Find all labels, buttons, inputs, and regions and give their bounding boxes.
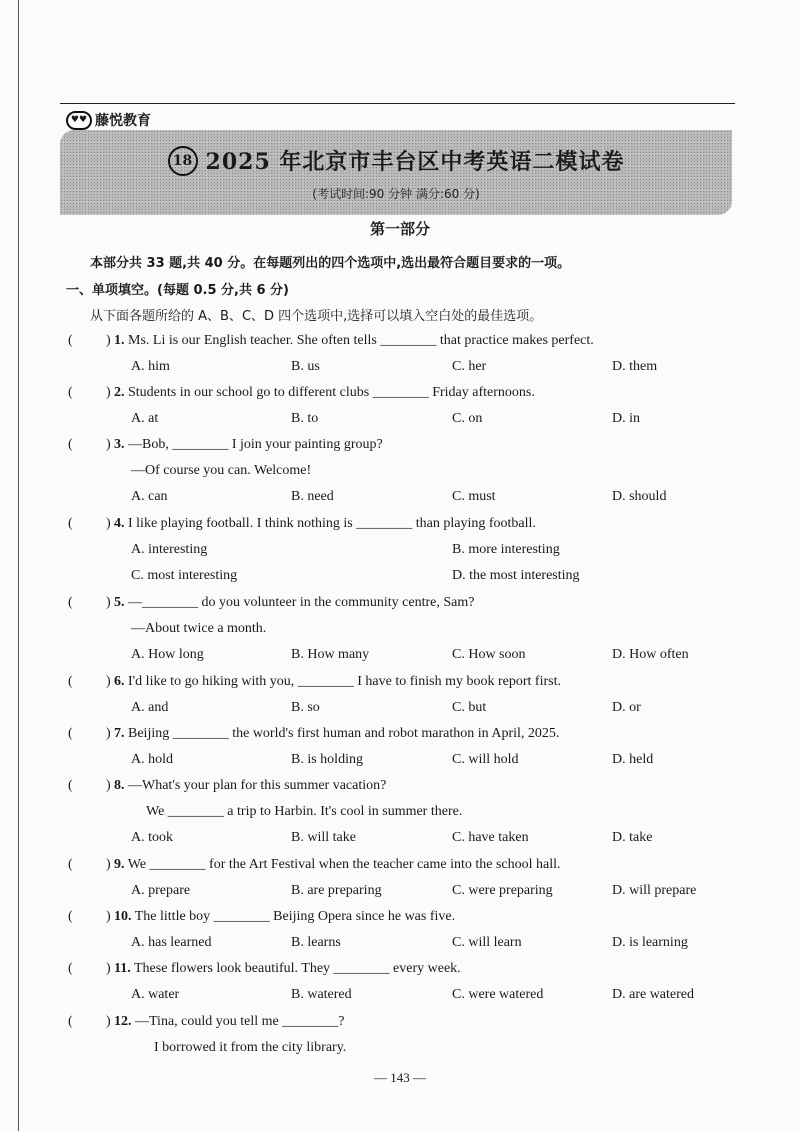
- question-text: I'd like to go hiking with you, ________ I have to finish my book report first.: [124, 674, 561, 689]
- answer-paren-open: (: [68, 437, 73, 452]
- page-number: — 143 —: [374, 1070, 426, 1085]
- part-heading: 一、单项填空。(每题 0.5 分,共 6 分): [66, 283, 289, 298]
- option-b: B. more interesting: [452, 542, 560, 557]
- option-a: A. took: [131, 830, 173, 845]
- question-stem: [114, 332, 594, 350]
- question-stem: [114, 515, 536, 533]
- answer-paren-close: ): [106, 595, 111, 610]
- option-c: C. most interesting: [131, 568, 238, 583]
- title-banner: [60, 130, 732, 215]
- option-c: C. on: [452, 411, 483, 426]
- answer-paren-open: (: [68, 909, 73, 924]
- answer-paren-open: (: [68, 333, 73, 348]
- option-d: D. take: [612, 830, 653, 845]
- question-number: 6.: [114, 674, 125, 689]
- option-d: D. will prepare: [612, 883, 697, 898]
- answer-paren-close: ): [106, 333, 111, 348]
- question-stem: [114, 777, 386, 795]
- answer-paren-close: ): [106, 857, 111, 872]
- option-b: B. us: [291, 359, 320, 374]
- answer-paren-close: ): [106, 385, 111, 400]
- answer-paren-open: (: [68, 1014, 73, 1029]
- option-a: A. him: [131, 359, 170, 374]
- answer-paren-close: ): [106, 437, 111, 452]
- answer-paren-open: (: [68, 516, 73, 531]
- option-a: A. and: [131, 700, 169, 715]
- option-b: B. need: [291, 489, 334, 504]
- option-b: B. will take: [291, 830, 356, 845]
- answer-paren-open: (: [68, 674, 73, 689]
- option-c: C. were preparing: [452, 883, 553, 898]
- option-b: B. How many: [291, 647, 370, 662]
- answer-paren-close: ): [106, 909, 111, 924]
- brand-name: 藤悦教育: [95, 113, 151, 129]
- answer-paren-close: ): [106, 1014, 111, 1029]
- question-stem: [114, 436, 383, 454]
- brand: [66, 110, 151, 130]
- option-a: A. How long: [131, 647, 204, 662]
- option-d: D. should: [612, 489, 667, 504]
- question-text: We ________ for the Art Festival when the teacher came into the school hall.: [124, 857, 561, 872]
- option-a: A. water: [131, 987, 180, 1002]
- option-a: A. hold: [131, 752, 173, 767]
- option-d: D. How often: [612, 647, 689, 662]
- header-rule: [60, 103, 735, 104]
- option-c: C. were watered: [452, 987, 544, 1002]
- option-d: D. held: [612, 752, 654, 767]
- option-a: A. prepare: [131, 883, 191, 898]
- question-text: Beijing ________ the world's first human and robot marathon in April, 2025.: [124, 726, 560, 741]
- question-line2: —Of course you can. Welcome!: [131, 463, 312, 478]
- option-b: B. is holding: [291, 752, 363, 767]
- option-b: B. watered: [291, 987, 352, 1002]
- question-stem: [114, 1013, 344, 1031]
- option-a: A. has learned: [131, 935, 212, 950]
- answer-paren-open: (: [68, 595, 73, 610]
- part-instruction: 从下面各题所给的 A、B、C、D 四个选项中,选择可以填入空白处的最佳选项。: [90, 309, 543, 324]
- section-intro: 本部分共 33 题,共 40 分。在每题列出的四个选项中,选出最符合题目要求的一项。: [90, 256, 571, 271]
- question-text: The little boy ________ Beijing Opera since he was five.: [131, 909, 456, 924]
- option-d: D. them: [612, 359, 658, 374]
- question-text: —________ do you volunteer in the community centre, Sam?: [124, 595, 475, 610]
- option-b: B. learns: [291, 935, 341, 950]
- option-b: B. so: [291, 700, 320, 715]
- question-number: 7.: [114, 726, 125, 741]
- exam-title-text: 2025 年北京市丰台区中考英语二模试卷: [205, 149, 625, 175]
- option-d: D. is learning: [612, 935, 688, 950]
- question-text: —Tina, could you tell me ________?: [131, 1014, 345, 1029]
- question-text: I like playing football. I think nothing is ________ than playing football.: [124, 516, 536, 531]
- answer-paren-close: ): [106, 674, 111, 689]
- question-text: —What's your plan for this summer vacation?: [124, 778, 387, 793]
- question-stem: [114, 594, 474, 612]
- option-c: C. have taken: [452, 830, 529, 845]
- answer-paren-close: ): [106, 961, 111, 976]
- question-number: 5.: [114, 595, 125, 610]
- option-a: A. at: [131, 411, 159, 426]
- question-stem: [114, 856, 561, 874]
- option-d: D. in: [612, 411, 640, 426]
- option-a: A. interesting: [131, 542, 208, 557]
- question-number: 10.: [114, 909, 132, 924]
- question-stem: [114, 725, 559, 743]
- question-number: 8.: [114, 778, 125, 793]
- question-number: 11.: [114, 961, 131, 976]
- question-line2: I borrowed it from the city library.: [154, 1040, 347, 1055]
- exam-title: [60, 145, 732, 176]
- binding-line: [18, 0, 19, 1131]
- option-d: D. the most interesting: [452, 568, 580, 583]
- heart-logo-icon: ♥♥: [66, 111, 92, 130]
- question-number: 2.: [114, 385, 125, 400]
- option-c: C. but: [452, 700, 487, 715]
- question-number: 3.: [114, 437, 125, 452]
- option-a: A. can: [131, 489, 168, 504]
- option-c: C. How soon: [452, 647, 526, 662]
- option-d: D. are watered: [612, 987, 695, 1002]
- question-line2: —About twice a month.: [131, 621, 267, 636]
- question-text: Students in our school go to different clubs ________ Friday afternoons.: [124, 385, 535, 400]
- answer-paren-close: ): [106, 778, 111, 793]
- option-b: B. are preparing: [291, 883, 382, 898]
- answer-paren-close: ): [106, 516, 111, 531]
- question-stem: [114, 960, 461, 978]
- section-title: 第一部分: [369, 220, 430, 238]
- option-d: D. or: [612, 700, 641, 715]
- answer-paren-open: (: [68, 726, 73, 741]
- option-c: C. her: [452, 359, 487, 374]
- question-number: 9.: [114, 857, 125, 872]
- option-c: C. must: [452, 489, 496, 504]
- answer-paren-open: (: [68, 857, 73, 872]
- option-b: B. to: [291, 411, 319, 426]
- question-stem: [114, 908, 455, 926]
- exam-subtitle: (考试时间:90 分钟 满分:60 分): [312, 187, 480, 201]
- answer-paren-open: (: [68, 385, 73, 400]
- question-stem: [114, 673, 561, 691]
- question-text: These flowers look beautiful. They ________ every week.: [130, 961, 461, 976]
- question-number: 12.: [114, 1014, 132, 1029]
- answer-paren-open: (: [68, 961, 73, 976]
- answer-paren-open: (: [68, 778, 73, 793]
- answer-paren-close: ): [106, 726, 111, 741]
- question-number: 1.: [114, 333, 125, 348]
- question-text: Ms. Li is our English teacher. She often tells ________ that practice makes perfect.: [124, 333, 594, 348]
- option-c: C. will hold: [452, 752, 519, 767]
- option-c: C. will learn: [452, 935, 522, 950]
- question-text: —Bob, ________ I join your painting group?: [124, 437, 383, 452]
- paper-number-badge: 18: [168, 146, 198, 176]
- question-number: 4.: [114, 516, 125, 531]
- question-stem: [114, 384, 535, 402]
- question-line2: We ________ a trip to Harbin. It's cool in summer there.: [146, 804, 463, 819]
